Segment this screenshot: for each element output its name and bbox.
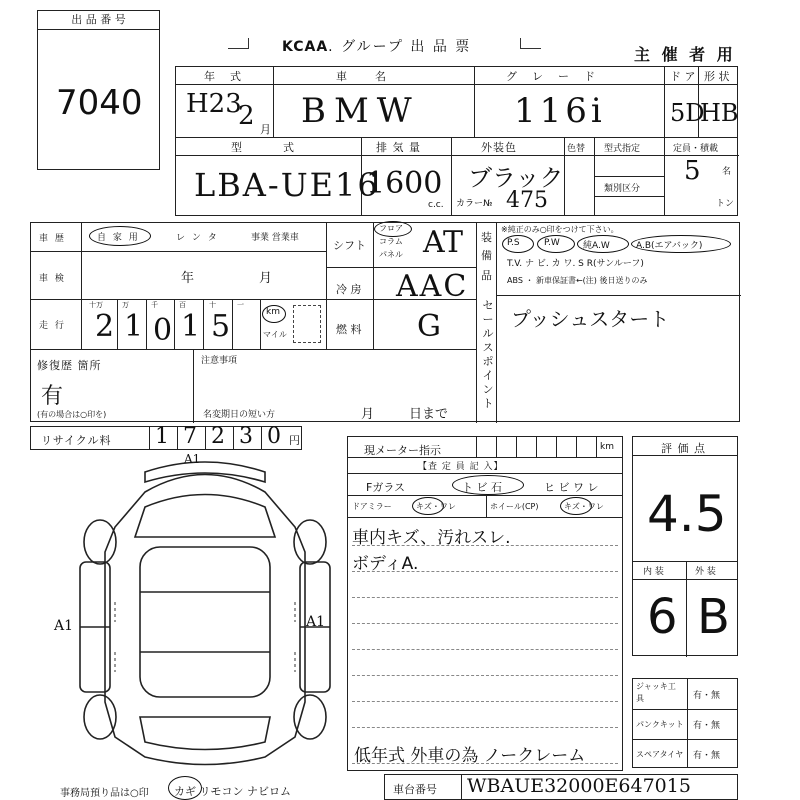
tool-spare-value: 有・無 <box>693 751 721 761</box>
business-label: 事業 営業車 <box>251 233 299 243</box>
org-subtitle: . グループ 出 品 票 <box>328 39 472 55</box>
car-diagram <box>60 452 350 772</box>
equip-row2: T.V. ナ ビ. カ ワ. S R(サンルーフ) <box>507 259 644 269</box>
color-no-value: 475 <box>506 188 548 213</box>
org-title <box>282 36 471 56</box>
displacement-value: 1600 <box>366 166 443 201</box>
capacity-label: 定員・積載 <box>673 144 719 154</box>
expiry-month: 月 <box>361 407 377 422</box>
sales-point-label <box>481 299 495 411</box>
month-unit: 月 <box>260 123 271 136</box>
header-tick-right <box>520 38 541 49</box>
equip-row3: ABS ・ 新車保証書←(注) 後日送りのみ <box>507 276 648 285</box>
model-value: LBA-UE16 <box>194 166 380 204</box>
recycle-unit: 円 <box>289 434 300 447</box>
doors-value: 5D <box>670 99 705 127</box>
color-value: ブラック <box>468 164 564 192</box>
recycle-digit-1: 1 <box>155 424 169 449</box>
repair-label: 修復歴 箇所 <box>37 359 102 372</box>
tool-puncture-value: 有・無 <box>693 721 721 731</box>
sp-char-5: ポ <box>482 355 494 368</box>
overall-score: 4.5 <box>647 485 727 543</box>
mileage-digit-1: 2 <box>95 309 115 344</box>
sales-point-text: プッシュスタート <box>511 307 670 331</box>
sp-char-7: ン <box>482 383 494 396</box>
equip-ps: P.S <box>507 238 520 248</box>
inspector-footer-note: 低年式 外車の為 ノークレーム <box>354 746 586 766</box>
chassis-label: 車台番号 <box>393 783 437 796</box>
wheel-label: ホイール(CP) <box>490 502 539 511</box>
fuel-label: 燃 料 <box>336 323 362 336</box>
mirror-opts: キズ・ワレ <box>416 502 456 511</box>
chassis-row <box>384 774 738 800</box>
caution-label: 注意事項 <box>201 356 238 366</box>
equip-aw: 純A.W <box>583 241 610 251</box>
inspection-month-unit: 月 <box>259 271 275 286</box>
sp-char-8: ト <box>482 397 494 410</box>
recycle-digit-4: 3 <box>239 424 253 449</box>
shift-label: シフト <box>333 239 366 252</box>
damage-mark-left: A1 <box>54 618 74 634</box>
shift-floor: フロア <box>379 224 403 233</box>
expiry-label: 名変期日の短い方 <box>203 410 276 420</box>
year-month: 2 <box>238 101 255 131</box>
shift-value: AT <box>423 225 464 260</box>
fuel-value: G <box>417 309 441 344</box>
tool-jack-label: ジャッキ工 具 <box>636 682 676 703</box>
exterior-label: 外 装 <box>695 567 716 577</box>
capacity-unit: 名 <box>722 167 732 177</box>
cc-unit: c.c. <box>428 200 444 210</box>
mileage-digit-4: 1 <box>181 309 201 344</box>
mileage-digit-2: 1 <box>124 309 144 344</box>
shape-label: 形 状 <box>704 70 730 83</box>
rating-box <box>632 436 738 656</box>
expiry-day: 日まで <box>409 407 449 422</box>
inspector-title: 【査 定 員 記 入】 <box>418 462 504 472</box>
interior-score: 6 <box>647 589 678 645</box>
color-no-label: カラー№ <box>456 199 493 209</box>
inspection-year-unit: 年 <box>181 271 197 286</box>
own-use-label: 自 家 用 <box>97 233 140 243</box>
lot-number-label: 出 品 番 号 <box>38 11 159 30</box>
equip-ab: A.B(エアバック) <box>636 241 703 251</box>
office-note: 事務局預り品は○印 <box>60 788 149 799</box>
ton-unit: トン <box>716 199 735 209</box>
exterior-score: B <box>697 589 730 645</box>
door-label: ド ア <box>670 70 696 83</box>
tool-puncture-label: パンクキット <box>636 720 684 729</box>
capacity-value: 5 <box>684 156 701 186</box>
interior-label: 内 装 <box>643 567 664 577</box>
grade-label: グ レ ー ド <box>506 70 597 83</box>
digit-label-10k: 万 <box>122 301 129 309</box>
sp-char-2: ー <box>482 313 494 326</box>
shift-column: コラム <box>379 237 403 246</box>
make-value: BMW <box>301 91 420 131</box>
equip-pw: P.W <box>544 238 560 248</box>
equip-note: ※純正のみ○印をつけて下さい。 <box>501 225 619 234</box>
condition-block <box>30 222 740 422</box>
shift-panel: パネル <box>379 250 403 259</box>
meter-label: 現メーター指示 <box>364 444 441 457</box>
digit-label-100: 百 <box>179 301 186 309</box>
glass-label: Fガラス <box>366 481 405 494</box>
repair-value: 有 <box>41 384 64 409</box>
lot-number-box <box>37 10 160 170</box>
grade-value: 116i <box>514 91 606 131</box>
damage-mark-right: A1 <box>306 614 326 630</box>
wheel-opts: キズ・ワレ <box>564 502 604 511</box>
mileage-digit-3: 0 <box>153 313 173 348</box>
sp-char-1: セ <box>482 299 494 312</box>
rating-label: 評 価 点 <box>661 442 706 455</box>
recycle-fee-row <box>30 426 302 450</box>
sp-char-4: ス <box>482 341 494 354</box>
ac-value: AAC <box>396 269 469 304</box>
glass-crack: ヒ ビ ワ レ <box>544 481 599 494</box>
mirror-label: ドアミラー <box>352 502 392 511</box>
equip-char-2: 備 <box>481 249 492 262</box>
sp-char-6: イ <box>482 369 494 382</box>
digit-label-1: 一 <box>237 301 244 309</box>
office-items: カギ リモコン ナビロム <box>174 785 291 798</box>
repair-note: (有の場合は○印を) <box>37 410 107 419</box>
digit-label-100k: 十万 <box>89 301 103 309</box>
meter-unit: km <box>600 442 614 452</box>
unit-mile: マイル <box>263 330 287 339</box>
category-label: 類別区分 <box>604 184 641 194</box>
tools-box <box>632 678 738 768</box>
recycle-digit-2: 7 <box>183 424 197 449</box>
mileage-extra-box <box>293 305 321 343</box>
inspector-note-2: ボディA. <box>352 554 419 574</box>
equip-char-3: 品 <box>481 269 492 282</box>
year-era: H23 <box>186 89 242 119</box>
recycle-digit-5: 0 <box>267 424 281 449</box>
displacement-label: 排 気 量 <box>376 141 421 154</box>
mileage-digit-5: 5 <box>211 309 231 344</box>
inspector-note-1: 車内キズ、汚れスレ. <box>352 528 511 548</box>
recycle-digit-3: 2 <box>211 424 225 449</box>
lot-number: 7040 <box>56 83 143 123</box>
make-label: 車 名 <box>336 70 388 83</box>
header-tick-left <box>228 38 249 49</box>
organizer-label: 主 催 者 用 <box>634 45 736 64</box>
damage-mark-front: A1 <box>184 452 201 466</box>
history-label: 車 歴 <box>39 234 66 244</box>
unit-km: km <box>266 307 280 317</box>
ac-label: 冷 房 <box>336 283 362 296</box>
color-label: 外装色 <box>481 141 517 154</box>
color-change-label: 色替 <box>567 144 586 154</box>
chassis-number: WBAUE32000E647015 <box>467 775 691 797</box>
glass-chip: ト ビ 石 <box>462 481 502 494</box>
shape-value: HB <box>700 99 739 127</box>
inspector-notes-box <box>347 436 623 771</box>
tool-spare-label: スペアタイヤ <box>636 750 684 759</box>
org-logo: KCAA <box>282 39 329 55</box>
recycle-label: リサイクル料 <box>41 434 112 447</box>
rental-label: レ ン タ <box>176 233 219 243</box>
inspection-label: 車 検 <box>39 274 66 284</box>
tool-jack-value: 有・無 <box>693 691 721 701</box>
year-label: 年 式 <box>204 70 243 83</box>
type-spec-label: 型式指定 <box>604 144 641 154</box>
model-label: 型 式 <box>231 141 296 154</box>
sp-char-3: ル <box>482 327 494 340</box>
mileage-label: 走 行 <box>39 321 66 331</box>
vehicle-info-row2 <box>175 138 738 216</box>
digit-label-10: 十 <box>209 301 216 309</box>
vehicle-info-row1 <box>175 66 738 138</box>
equip-char-1: 装 <box>481 231 492 244</box>
digit-label-1k: 千 <box>151 301 158 309</box>
